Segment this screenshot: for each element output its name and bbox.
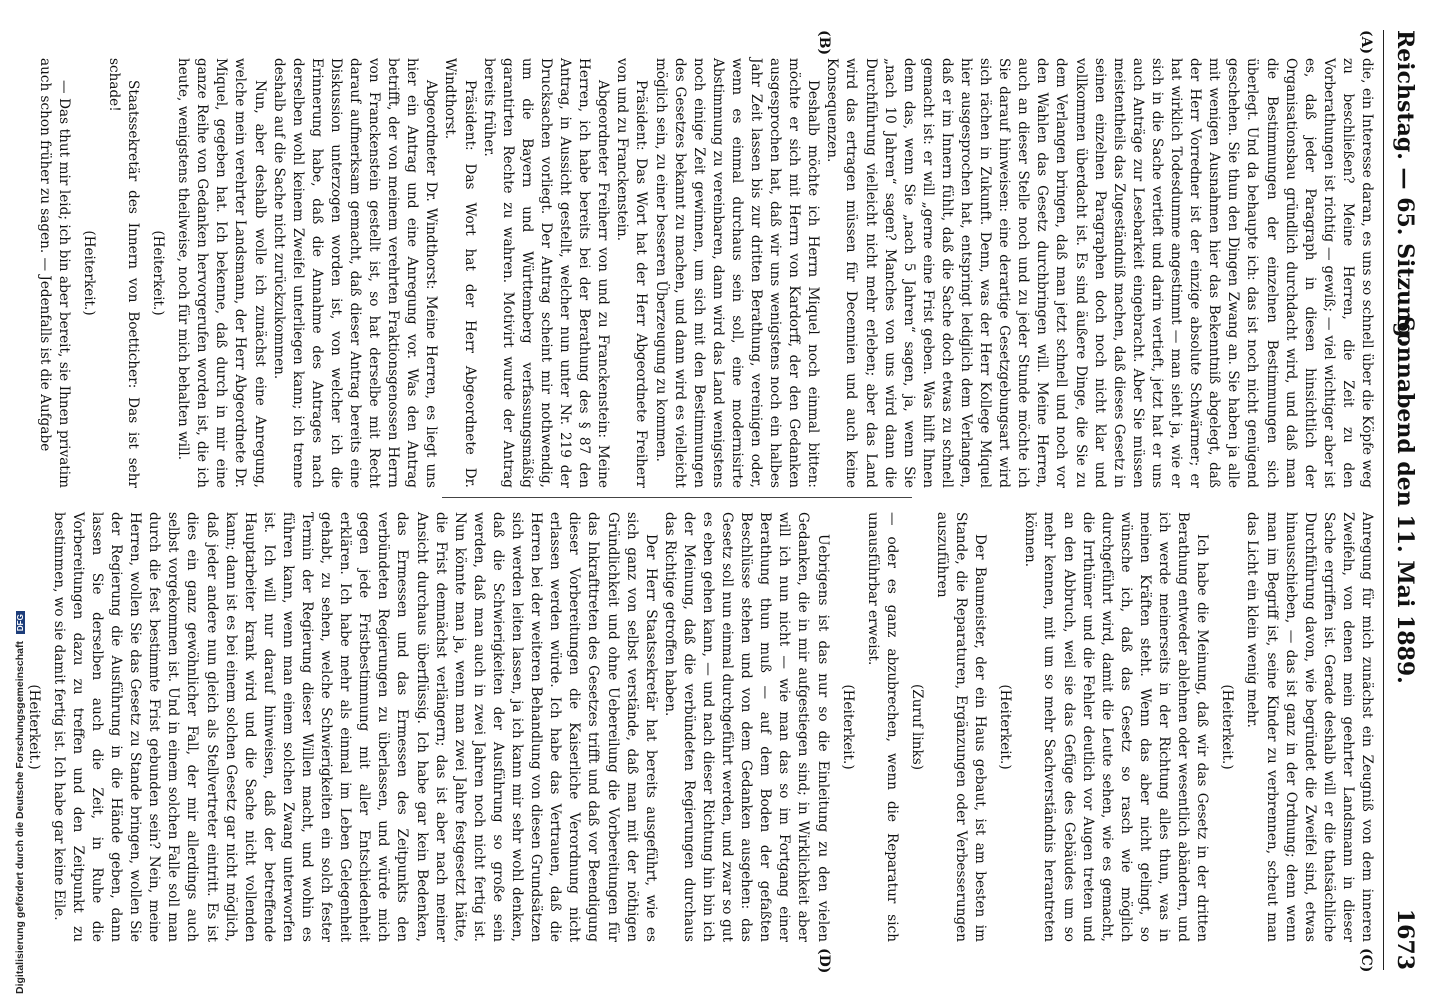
- paragraph: Uebrigens ist das nur so die Einleitung zu den vielen Gedanken, die in mir aufgestiegen sind; in Wirklichkeit aber will ich nun nicht — wie man das so im Fortgang einer Berathung thun muß — auf dem Boden der gefaßten Beschlüsse stehen und von dem Gedanken ausgehen: das Gesetz soll nun einmal durchgeführt werden, und zwar so gut es eben gehen kann, — und nach dieser Richtung hin bin ich der Meinung, daß die verbündeten Regierungen durchaus das Richtige getroffen haben.: [661, 512, 831, 942]
- column-left: [35, 58, 1376, 488]
- paragraph: Deshalb möchte ich Herrn Miquel noch einmal bitten: möchte er sich mit Herrn von Kardorff, der den Gedanken ausgesprochen hat, daß wir uns wenigstens noch ein halbes Jahr Zeit lassen bis zur dritten Berathung, vereinigen oder, wenn es einmal durchaus sein soll, eine modernisirte Abstimmung zu vereinbaren, dann wird das Land wenigstens noch einige Zeit gewinnen, um sich mit den Bestimmungen des Gesetzes bekannt zu machen, und dann wird es vielleicht möglich sein, zu einer besseren Überzeugung zu kommen.: [652, 58, 822, 488]
- paragraph: Anregung für mich zunächst ein Zeugniß von dem inneren Zweifeln, von denen mein geehrter Landsmann in dieser Sache ergriffen ist. Gerade deshalb will er die thatsächliche Durchführung davon, wie begründet die Zweifel sind, etwas hinausschieben, — das ist ganz in der Ordnung; denn wenn man im Begriff ist, seine Kinder zu verbrennen, scheut man das Licht ein klein wenig mehr.: [1244, 512, 1375, 942]
- page-number: 1673: [1392, 908, 1418, 970]
- paragraph: Nun, aber deshalb wolle ich zunächst eine Anregung, welche mein verehrter Landsmann, der Herr Abgeordnete Dr. Miquel, gegeben hat. Ich bekenne, daß durch in mir eine ganze Reihe von Gedanken hervorgerufen worden ist, die ich heute, wenigstens theilweise, noch für mich behalten will.: [175, 58, 268, 488]
- digitization-note-strip: [0, 0, 26, 1000]
- margin-marker-d: (D): [816, 948, 832, 974]
- interjection: (Heiterkeit.): [997, 684, 1014, 770]
- margin-marker-a: (A): [1358, 30, 1374, 55]
- paragraph: Der Herr Staatssekretär hat bereits ausgeführt, wie es sich ganz von selbst verstände, daß man mit der nöthigen Gründlichkeit und ohne Uebereilung die Vorbereitungen für das Inkrafttreten des Gesetzes trifft und daß vor Beendigung dieser Vorbereitungen die Kaiserliche Verordnung nicht erlassen werden würde. Ich habe das Vertrauen, daß die Herren bei der weiteren Behandlung von diesen Grundsätzen sich werden leiten lassen, ja ich kann mir sehr wohl denken, daß die Schwierigkeiten der Ausführung so große sein werden, daß man auch in zwei Jahren noch nicht fertig ist. Nun könnte man ja, wenn man zwei Jahre festgesetzt hätte, die Frist demnächst verlängern; das ist aber nach meiner Ansicht durchaus überflüssig. Ich habe gar kein Bedenken, das Ermessen und das Ermessen des Zeitpunkts den verbündeten Regierungen zu überlassen, und würde mich gegen jede Fristbestimmung mit aller Entschiedenheit erklären. Ich habe mehr als einmal im Leben Gelegenheit gehabt, zu sehen, welche Schwierigkeiten ein solch fester Termin der Regierung dieser Willen macht, und wohin es führen kann, wenn man einem solchen Zwang unterworfen ist. Ich will nur darauf hinweisen, daß der betreffende Hauptarbeiter krank wird und die Sache nicht vollenden kann; dann ist es bei einem solchen Gesetz gar nicht möglich, daß jeder andere nun gleich als Stellvertreter eintritt. Es ist dies ein ganz gewöhnlicher Fall, der mir allerdings auch selbst vorgekommen ist. Und in einem solchen Falle soll man durch die fest bestimmte Frist gebunden sein? Nein, meine Herren, wollen Sie das Gesetz zu Stande bringen, wollen Sie der Regierung die Ausführung in die Hände geben, dann lassen Sie derselben auch die Zeit, in Ruhe die Vorbereitungen dazu zu treffen und den Zeitpunkt zu bestimmen, wo sie damit fertig ist. Ich habe gar keine Eile.: [50, 512, 659, 942]
- speaker-paragraph: Abgeordneter Dr. Windthorst: Meine Herren, es liegt uns hier ein Antrag und eine Anregung vor. Was den Antrag betrifft, der von meinem verehrten Fraktionsgenossen Herrn von Franckenstein gestellt ist, so hat derselbe mit Recht darauf aufmerksam gemacht, daß dieser Antrag bereits eine Diskussion unterzogen worden ist, von welcher ich die Erinnerung habe, daß die Annahme des Antrages nach derselben wohl keinem Zweifel unterliegen kann; ich trenne deshalb auf die Sache nicht zurückzukommen.: [270, 58, 440, 488]
- speaker-paragraph: Präsident: Das Wort hat der Herr Abgeordnete Freiherr von und zu Franckenstein.: [614, 58, 650, 488]
- interjection: (Heiterkeit.): [80, 230, 97, 316]
- paragraph: Der Baumeister, der ein Haus gebaut, ist am besten im Stande, die Reparaturen, Ergänzungen oder Verbesserungen auszuführen: [934, 512, 989, 942]
- interjection: (Heiterkeit.): [25, 684, 42, 770]
- digitization-note-text: Digitalisierung gefördert durch die Deutsche Forschungsgemeinschaft: [14, 641, 26, 994]
- header-session: Reichstag. — 65. Sitzung.: [1392, 30, 1418, 346]
- interjection: (Heiterkeit.): [839, 684, 856, 770]
- speaker-paragraph: Abgeordneter Freiherr von und zu Franckenstein: Meine Herren, ich habe bereits bei der Berathung des § 87 den Antrag, in Aussicht gestellt, welcher nun unter Nr. 219 der Drucksachen vorliegt. Der Antrag scheint mir nothwendig, um die Bayern und Württemberg verfassungsmäßig garantirten Rechte zu wahren. Motivirt wurde der Antrag bereits früher.: [480, 58, 612, 488]
- column-divider: [442, 497, 912, 498]
- paragraph: die, ein Interesse daran, es uns so schnell über die Köpfe weg zu beschließen? Meine Herren, die Zeit zu den Vorberathungen ist richtig — gewiß; — viel wichtiger aber ist es, daß jeder Paragraph in diesen hinsichtlich der Organisationsbau gründlich durchdacht wird, und daß man die Bestimmungen der einzelnen Bestimmungen sich überlegt. Und da behaupte ich: das ist noch nicht genügend geschehen. Sie thun den Dingen Zwang an. Sie haben ja alle mit wenigen Ausnahmen hier das Bekenntniß abgelegt, daß der Herr Vorredner ist der einzige absolute Schwärmer; er hat wirklich Todesdumme angestimmt — man sieht ja, wie er sich in die Sache vertieft und darin vertieft, jetzt hat er uns auch Anträge zur Lesebarkeit eingebracht. Aber Sie müssen meistentheils das Zugeständniß machen, daß dieses Gesetz in seinen einzelnen Paragraphen doch noch nicht klar und vollkommen überdacht ist. Es sind äußere Dinge, die Sie zu dem Verlangen bringen, daß man jetzt schnell und noch vor den Wahlen das Gesetz durchbringen will. Meine Herren, auch an dieser Stelle noch und zu jeder Stunde möchte ich Sie darauf hinweisen: eine derartige Gesetzgebungsart wird sich rächen in Zukunft. Denn, was der Herr Kollege Miquel hier ausgesprochen hat, entspringt lediglich dem Verlangen, daß er im Innern fühlt, daß die Sache doch etwas zu schnell gemacht ist: er will „gerne eine Frist geben. Was hilft Ihnen denn das, wenn Sie „nach 5 Jahren“ sagen, ja, wenn Sie „nach 10 Jahren“ sagen? Manches von uns wird dann die Durchführung vielleicht nicht mehr erleben; aber das Land wird das ertragen müssen für Decennien und auch keine Konsequenzen.: [824, 58, 1375, 488]
- interjection: (Zuruf links): [908, 683, 925, 771]
- dfg-logo-badge: DFG: [16, 611, 25, 634]
- margin-marker-b: (B): [816, 30, 832, 56]
- speaker-paragraph: Präsident: Das Wort hat der Herr Abgeordnete Dr. Windthorst.: [442, 58, 478, 488]
- digitization-note: [14, 0, 26, 1000]
- margin-marker-c: (C): [1358, 948, 1374, 973]
- header-date: Sonnabend den 11. Mai 1889.: [1392, 316, 1418, 684]
- rotated-page: [25, 0, 1432, 1000]
- page-header: [1383, 30, 1424, 970]
- paragraph: Ich habe die Meinung, daß wir das Gesetz in der dritten Berathung entweder ablehnen oder wesentlich abändern, und ich werde meinerseits in der Richtung alles thun, was in meinen Kräften steht. Wenn das aber nicht gelingt, so wünsche ich, daß das Gesetz so rasch wie möglich durchgeführt wird, damit die Leute sehen, wie es gemacht, die Irrthümer und die Fehler deutlich vor Augen treten und an den Abbruch, weil sie das Gefüge des Gebäudes um so mehr kennen, mit um so mehr Sachverständnis herantreten können.: [1022, 512, 1211, 942]
- speaker-paragraph: Staatssekretär des Innern von Boetticher: Das ist sehr schade!: [105, 58, 141, 488]
- paragraph: — Das thut mir leid; ich bin aber bereit, sie Ihnen privatim auch schon früher zu sagen. — Jedenfalls ist die Aufgabe: [36, 58, 72, 488]
- interjection: (Heiterkeit.): [150, 230, 167, 316]
- interjection: (Heiterkeit.): [1219, 684, 1236, 770]
- column-right: [18, 512, 1376, 942]
- paragraph: — oder es ganz abzubrechen, wenn die Reparatur sich unausführbar erweist.: [864, 512, 900, 942]
